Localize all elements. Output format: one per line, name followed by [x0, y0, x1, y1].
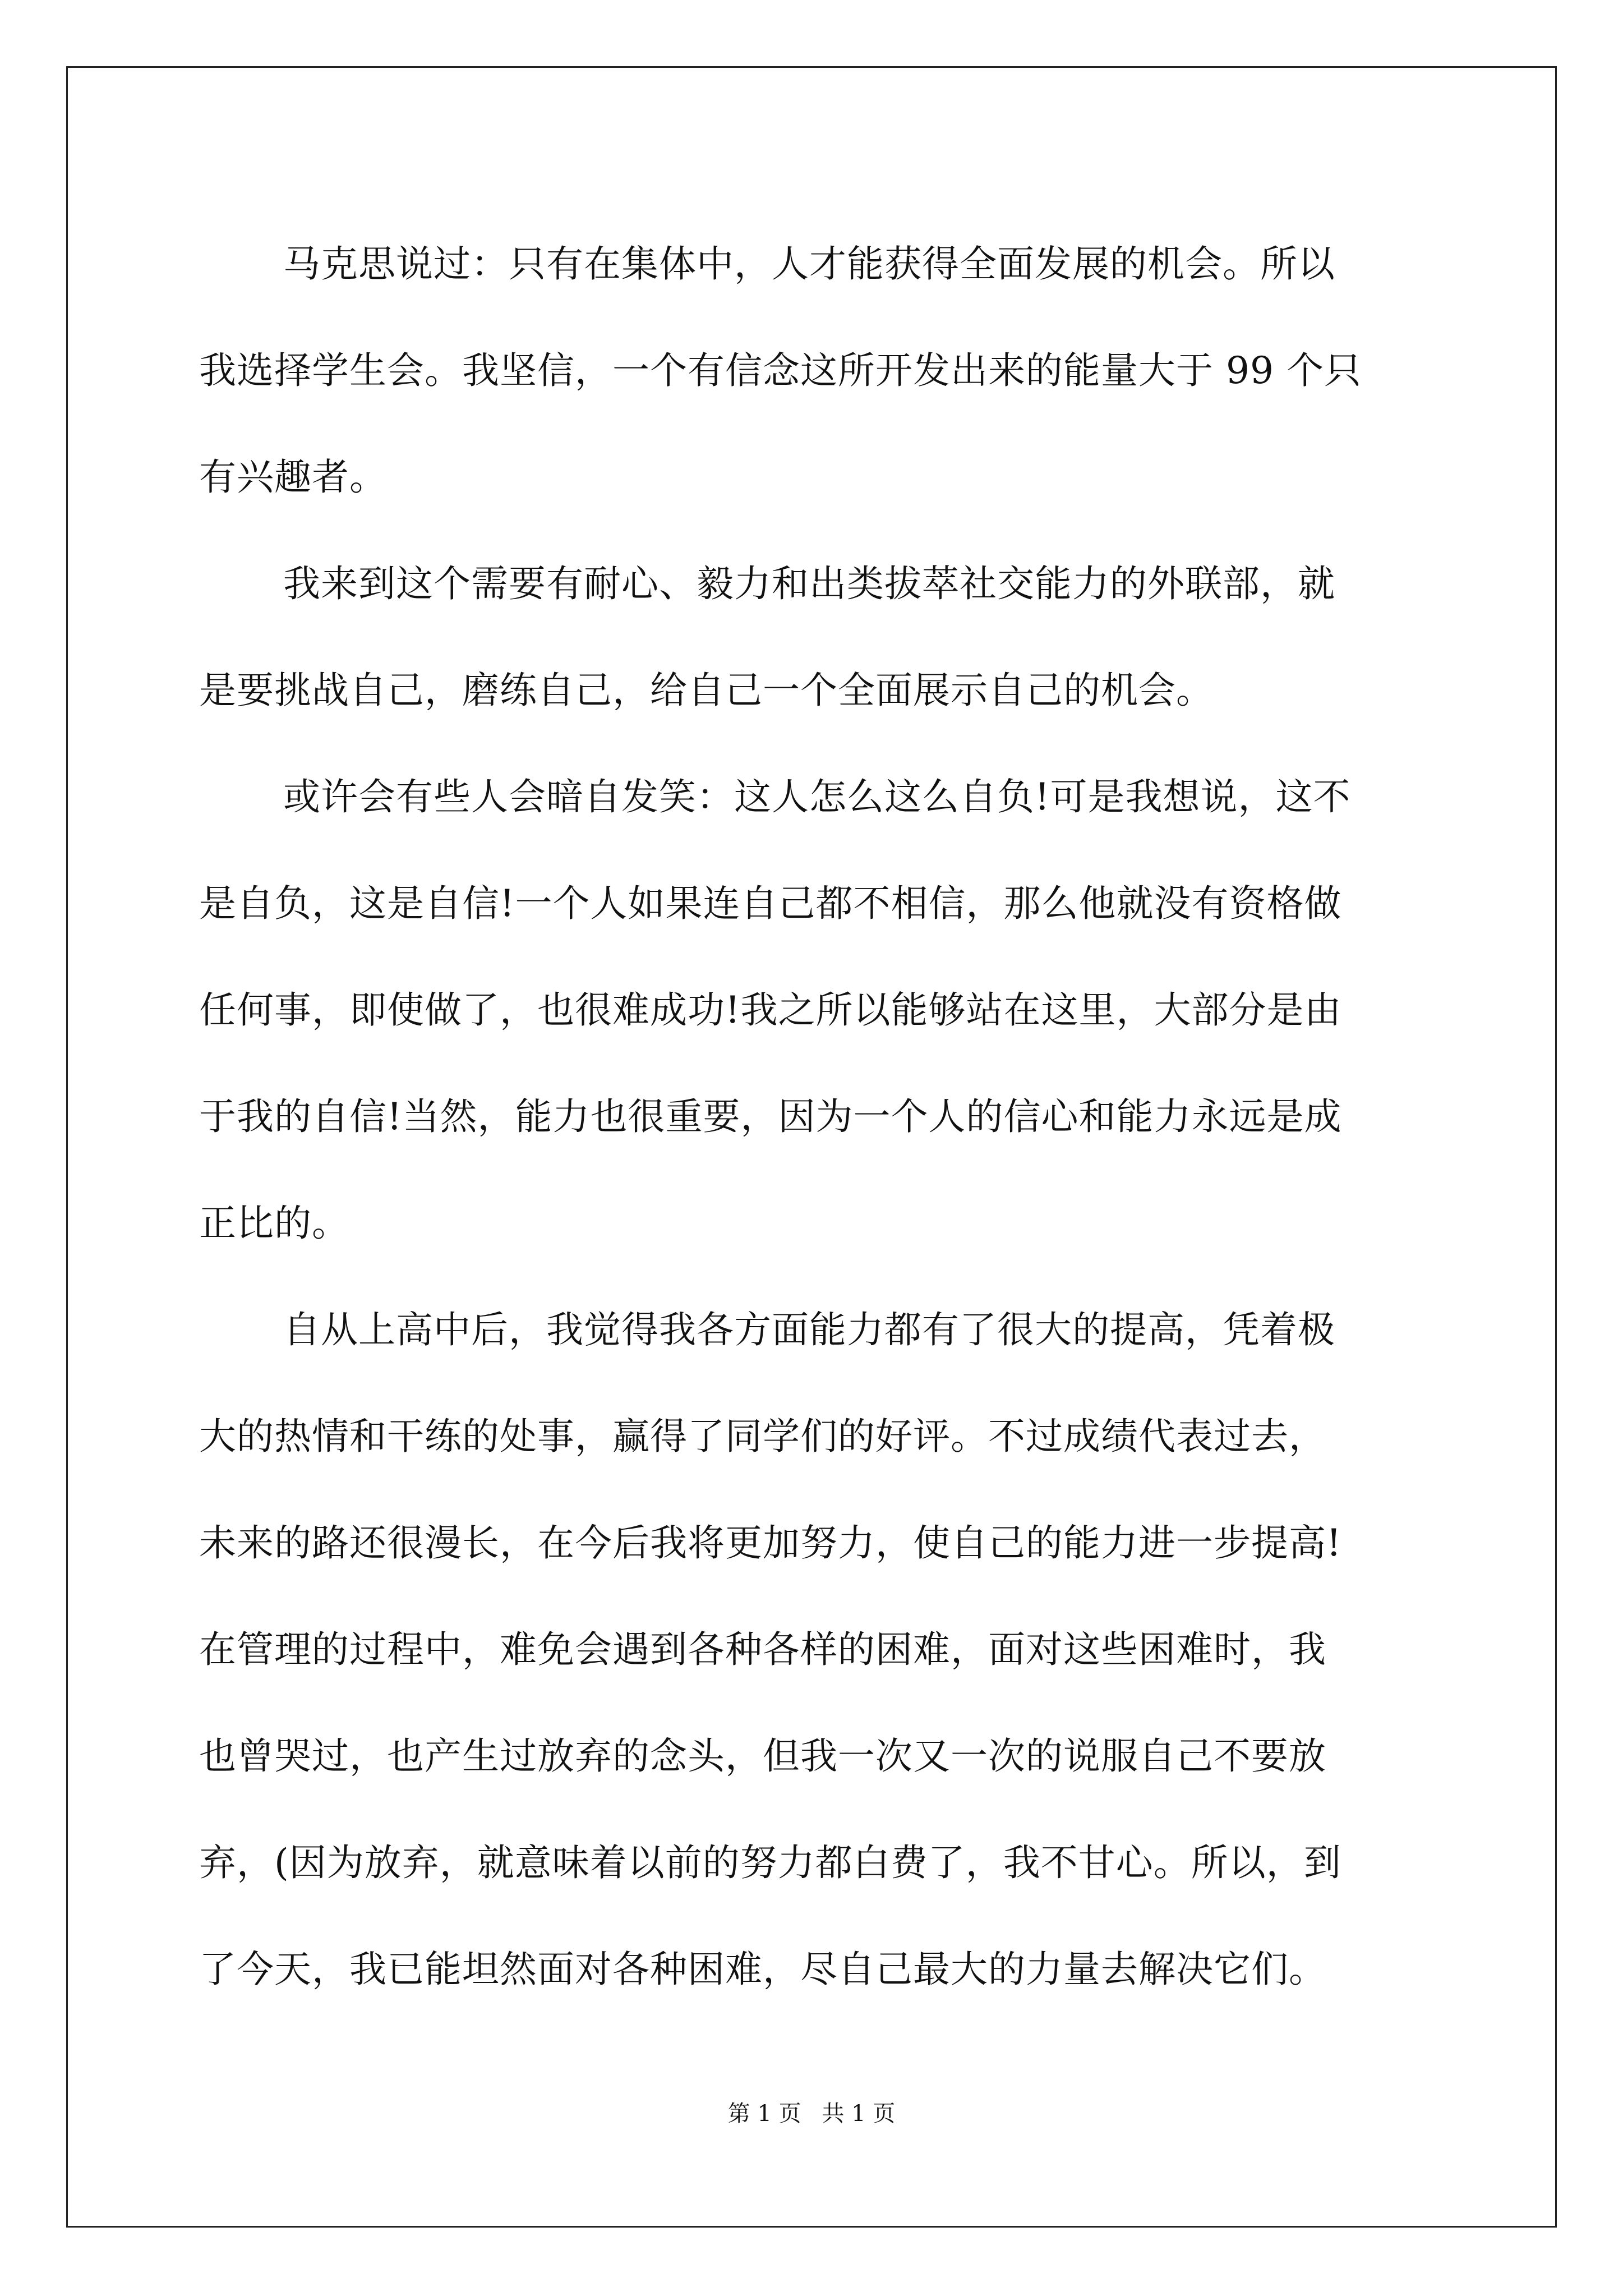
- text-line: 在管理的过程中，难免会遇到各种各样的困难，面对这些困难时，我: [199, 1628, 1326, 1671]
- page-number-total: 共 1 页: [822, 2101, 896, 2127]
- text-line: 也曾哭过，也产生过放弃的念头，但我一次又一次的说服自己不要放: [199, 1734, 1326, 1778]
- text-line: 了今天，我已能坦然面对各种困难，尽自己最大的力量去解决它们。: [199, 1948, 1326, 1991]
- text-line: 有兴趣者。: [199, 455, 387, 499]
- text-line: 大的热情和干练的处事，赢得了同学们的好评。不过成绩代表过去，: [199, 1415, 1326, 1458]
- text-line: 是要挑战自己，磨练自己，给自己一个全面展示自己的机会。: [199, 669, 1214, 712]
- text-line: 未来的路还很漫长，在今后我将更加努力，使自己的能力进一步提高!: [199, 1521, 1342, 1565]
- text-line: 我选择学生会。我坚信，一个有信念这所开发出来的能量大于 99 个只: [199, 349, 1362, 392]
- text-line: 或许会有些人会暗自发笑：这人怎么这么自负!可是我想说，这不: [283, 775, 1351, 818]
- page-footer: [0, 2097, 1623, 2131]
- text-line: 任何事，即使做了，也很难成功!我之所以能够站在这里，大部分是由: [199, 988, 1342, 1032]
- text-line: 于我的自信!当然，能力也很重要，因为一个人的信心和能力永远是成: [199, 1095, 1342, 1138]
- text-line: 我来到这个需要有耐心、毅力和出类拔萃社交能力的外联部，就: [283, 562, 1335, 605]
- text-line: 是自负，这是自信!一个人如果连自己都不相信，那么他就没有资格做: [199, 882, 1342, 925]
- text-line: 马克思说过：只有在集体中，人才能获得全面发展的机会。所以: [283, 242, 1335, 286]
- text-line: 弃，(因为放弃，就意味着以前的努力都白费了，我不甘心。所以，到: [199, 1841, 1341, 1884]
- document-body: [199, 211, 1424, 2023]
- text-line: 正比的。: [199, 1202, 349, 1245]
- text-line: 自从上高中后，我觉得我各方面能力都有了很大的提高，凭着极: [283, 1308, 1335, 1351]
- page-number-current: 第 1 页: [727, 2101, 801, 2127]
